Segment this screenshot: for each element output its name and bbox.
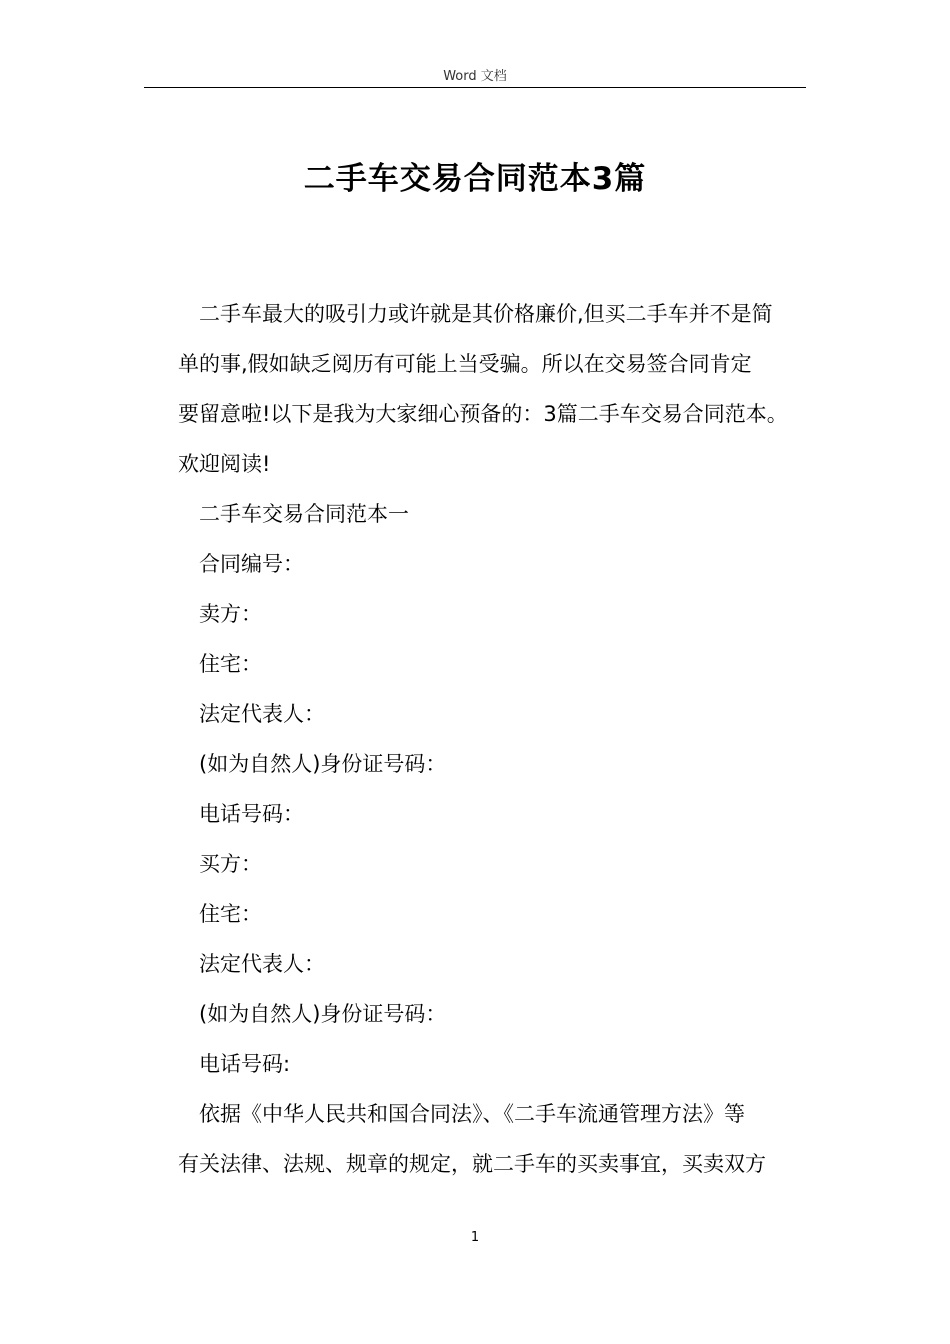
field-buyer: 买方：: [199, 852, 262, 876]
field-seller-id-number: (如为自然人)身份证号码：: [199, 752, 447, 776]
section-heading: 二手车交易合同范本一: [199, 502, 409, 526]
page-header-label: Word 文档: [443, 69, 507, 84]
field-seller-phone: 电话号码：: [199, 802, 304, 826]
field-contract-number: 合同编号：: [199, 552, 304, 576]
document-body: [178, 289, 818, 1189]
document-title: 二手车交易合同范本3篇: [303, 161, 647, 197]
field-seller-legal-rep: 法定代表人：: [199, 702, 325, 726]
field-buyer-id-number: (如为自然人)身份证号码：: [199, 1002, 447, 1026]
body-line: 二手车最大的吸引力或许就是其价格廉价,但买二手车并不是简: [199, 302, 773, 326]
body-line: 单的事,假如缺乏阅历有可能上当受骗。所以在交易签合同肯定: [178, 352, 752, 376]
header-divider: [144, 87, 806, 88]
body-line: 要留意啦!以下是我为大家细心预备的：3篇二手车交易合同范本。: [178, 402, 788, 426]
field-buyer-legal-rep: 法定代表人：: [199, 952, 325, 976]
body-line: 欢迎阅读!: [178, 452, 271, 476]
field-buyer-address: 住宅：: [199, 902, 262, 926]
body-line: 依据《中华人民共和国合同法》、《二手车流通管理方法》等: [199, 1102, 745, 1126]
body-line: 有关法律、法规、规章的规定，就二手车的买卖事宜，买卖双方: [178, 1152, 766, 1176]
field-buyer-phone: 电话号码:: [199, 1052, 291, 1076]
field-seller: 卖方：: [199, 602, 262, 626]
page-number: 1: [470, 1230, 480, 1245]
field-seller-address: 住宅：: [199, 652, 262, 676]
